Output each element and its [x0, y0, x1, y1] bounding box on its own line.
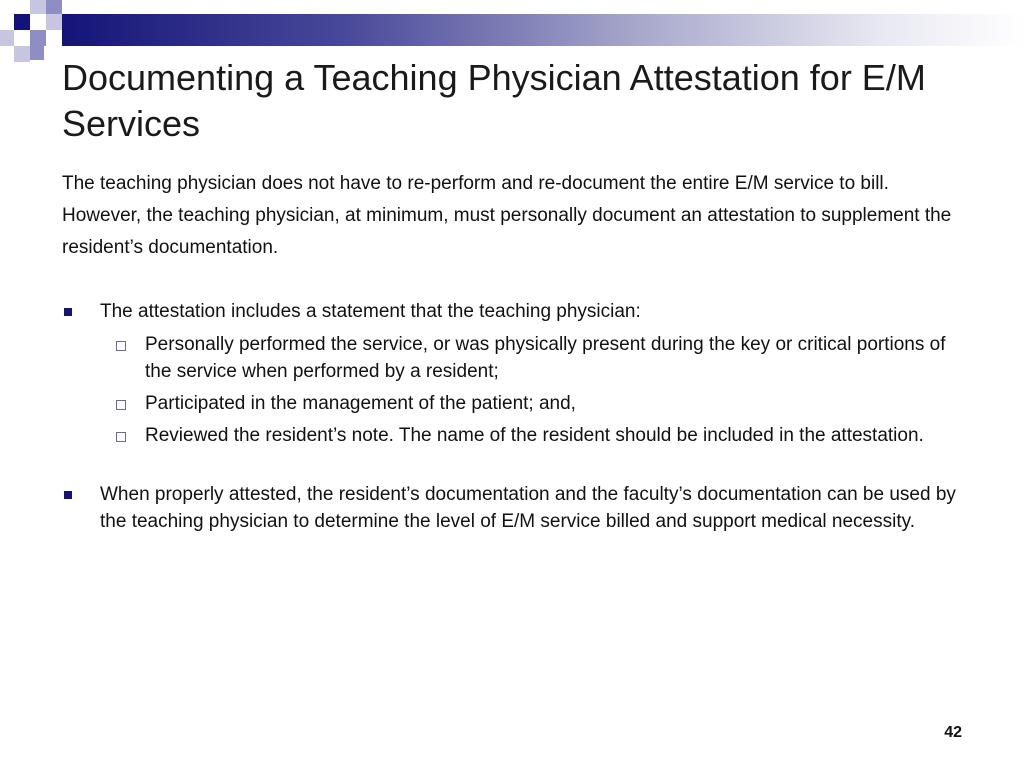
- decorative-square: [46, 0, 62, 14]
- decorative-square: [14, 46, 30, 62]
- hollow-square-bullet-icon: [116, 432, 126, 442]
- sub-bullet-item: [100, 331, 962, 385]
- hollow-square-bullet-icon: [116, 400, 126, 410]
- decorative-square: [30, 46, 44, 60]
- decorative-square: [14, 14, 30, 30]
- square-bullet-icon: [64, 308, 72, 316]
- sub-bullet-text: Personally performed the service, or was physically present during the key or critical portions of the service when performed by a resident;: [145, 334, 946, 382]
- bullet-text: When properly attested, the resident’s documentation and the faculty’s documentation can be used by the teaching physician to determine the level of E/M service billed and support medical necessity.: [100, 484, 956, 532]
- sub-bullet-list: [100, 331, 962, 449]
- decorative-square: [30, 30, 46, 46]
- sub-bullet-text: Reviewed the resident’s note. The name of the resident should be included in the attestation.: [145, 425, 924, 446]
- decorative-square: [0, 30, 14, 46]
- bullet-item: [62, 481, 962, 535]
- header-gradient-bar: [62, 14, 1024, 46]
- bullet-list: [62, 298, 962, 535]
- sub-bullet-text: Participated in the management of the patient; and,: [145, 393, 576, 414]
- sub-bullet-item: [100, 390, 962, 417]
- hollow-square-bullet-icon: [116, 341, 126, 351]
- decorative-square: [46, 14, 62, 30]
- decorative-square: [30, 0, 46, 14]
- page-number: 42: [944, 724, 962, 741]
- intro-paragraph: The teaching physician does not have to re-perform and re-document the entire E/M service to bill. However, the teaching physician, at minimum, must personally document an attestation to supplement the resident’s documentation.: [62, 173, 952, 258]
- bullet-text: The attestation includes a statement that the teaching physician:: [100, 301, 641, 322]
- slide-title: Documenting a Teaching Physician Attestation for E/M Services: [62, 57, 926, 144]
- bullet-item: [62, 298, 962, 449]
- square-bullet-icon: [64, 491, 72, 499]
- sub-bullet-item: [100, 422, 962, 449]
